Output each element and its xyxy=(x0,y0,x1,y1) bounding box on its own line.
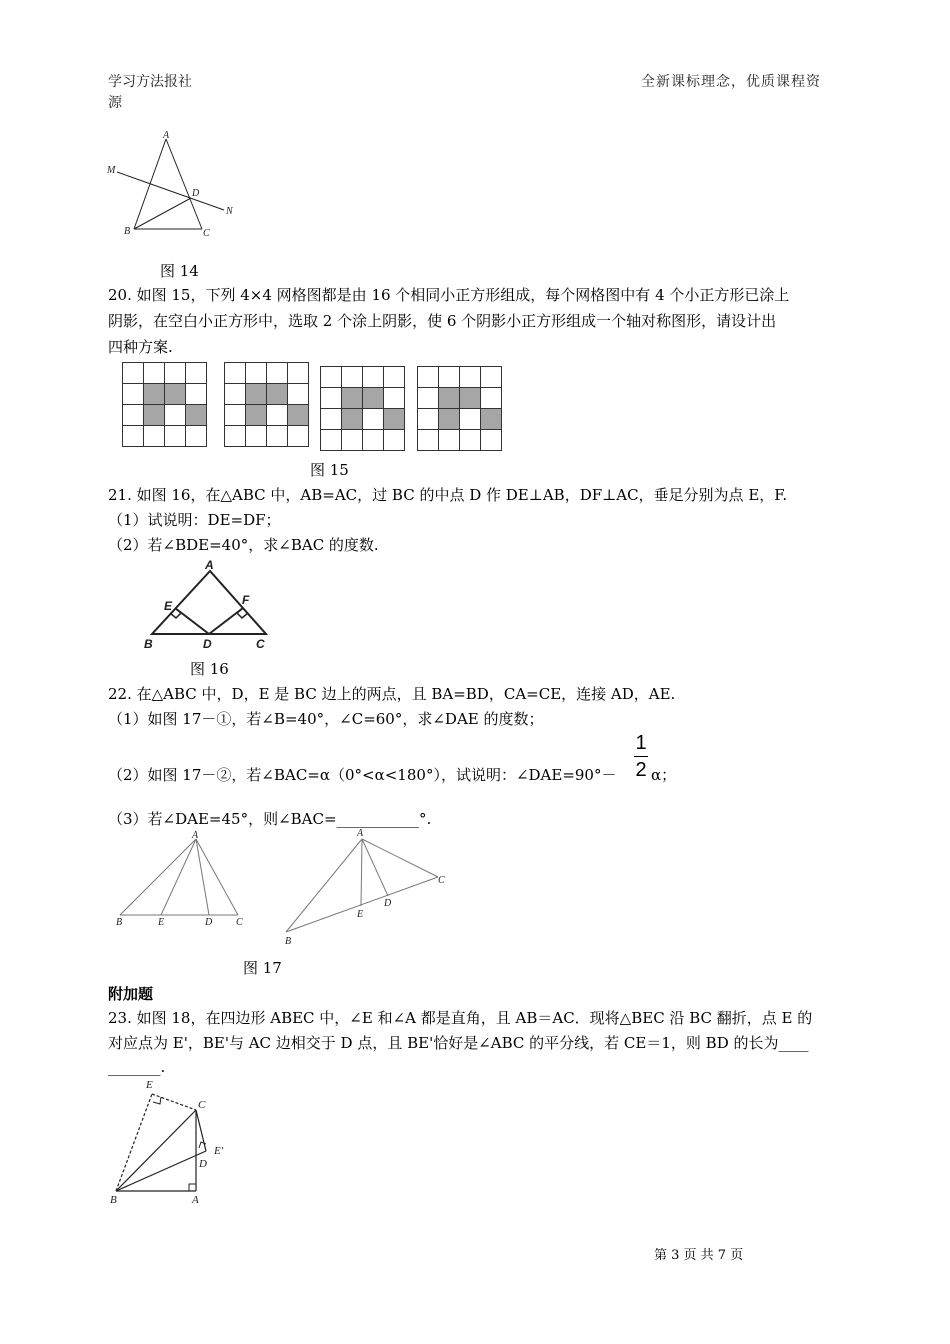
grid-cell-shaded xyxy=(288,405,309,426)
grid-cell-shaded xyxy=(144,384,165,405)
figure-16 xyxy=(140,556,280,656)
fig15-caption: 图 15 xyxy=(310,461,349,479)
fig17b-label-a: A xyxy=(357,828,364,839)
fig14-caption: 图 14 xyxy=(160,262,199,280)
grid-cell-empty xyxy=(186,363,207,384)
q22-frac-bar xyxy=(634,756,648,757)
figure-17 xyxy=(110,826,460,951)
header-left: 学习方法报社 xyxy=(108,74,192,90)
fig16-label-f: F xyxy=(242,593,250,607)
grid-4 xyxy=(417,366,502,451)
grid-cell-empty xyxy=(165,426,186,447)
grid-cell-empty xyxy=(384,430,405,451)
q21-part2: （2）若∠BDE=40°，求∠BAC 的度数. xyxy=(108,536,379,554)
fig17-caption: 图 17 xyxy=(243,959,282,977)
grid-cell-shaded xyxy=(342,388,363,409)
grid-cell-empty xyxy=(384,388,405,409)
grid-cell-shaded xyxy=(246,405,267,426)
fig18-bc xyxy=(116,1110,196,1191)
grid-cell-empty xyxy=(363,409,384,430)
grid-cell-empty xyxy=(225,405,246,426)
grid-cell-empty xyxy=(384,367,405,388)
grid-cell-empty xyxy=(123,384,144,405)
grid-row xyxy=(418,430,502,451)
grid-row xyxy=(123,405,207,426)
q23-line2: 对应点为 E'，BE'与 AC 边相交于 D 点，且 BE'恰好是∠ABC 的平分线，若 CE＝1，则 BD 的长为____ xyxy=(108,1034,809,1052)
grid-row xyxy=(123,363,207,384)
fig18-be xyxy=(116,1094,152,1191)
fig16-label-e: E xyxy=(164,599,173,613)
fig17a-label-d: D xyxy=(205,917,213,928)
q23-line1: 23. 如图 18，在四边形 ABEC 中，∠E 和∠A 都是直角，且 AB＝AC．现将△BEC 沿 BC 翻折，点 E 的 xyxy=(108,1009,813,1027)
fig18-ec xyxy=(152,1094,196,1110)
grid-3 xyxy=(320,366,405,451)
fig17b-label-b: B xyxy=(285,936,292,947)
q22-line1: 22. 在△ABC 中，D，E 是 BC 边上的两点，且 BA=BD，CA=CE，连接 AD，AE. xyxy=(108,685,676,703)
grid-cell-shaded xyxy=(267,384,288,405)
grid-row xyxy=(225,405,309,426)
q20-line2: 阴影，在空白小正方形中，选取 2 个涂上阴影，使 6 个阴影小正方形组成一个轴对称图形，请设计出 xyxy=(108,312,777,330)
grid-row xyxy=(225,384,309,405)
grid-row xyxy=(225,363,309,384)
grid-cell-shaded xyxy=(439,409,460,430)
fig14-label-d: D xyxy=(192,188,200,199)
grid-cell-shaded xyxy=(363,388,384,409)
figure-14 xyxy=(100,128,250,243)
grid-cell-empty xyxy=(123,405,144,426)
grid-cell-empty xyxy=(460,409,481,430)
q21-line1: 21. 如图 16，在△ABC 中，AB=AC，过 BC 的中点 D 作 DE⊥AB，DF⊥AC，垂足分别为点 E，F. xyxy=(108,486,788,504)
grid-cell-shaded xyxy=(460,388,481,409)
grid-row xyxy=(123,426,207,447)
fig18-right-angle-a xyxy=(189,1184,196,1191)
q22-frac-num: 1 xyxy=(635,732,647,754)
fig18-label-c: C xyxy=(198,1099,206,1111)
grid-2 xyxy=(224,362,309,447)
grid-cell-shaded xyxy=(144,405,165,426)
grid-cell-empty xyxy=(123,426,144,447)
fig17a-ae xyxy=(161,839,196,915)
grid-row xyxy=(321,430,405,451)
grid-cell-empty xyxy=(186,384,207,405)
q22-part1: （1）如图 17－①，若∠B=40°，∠C=60°，求∠DAE 的度数； xyxy=(108,710,544,728)
grid-cell-empty xyxy=(481,388,502,409)
q22-part2-tail: α； xyxy=(651,766,677,784)
fig17a-label-e: E xyxy=(158,917,165,928)
q23-line3: _______. xyxy=(108,1058,166,1076)
fig14-ac xyxy=(166,139,202,229)
fig18-label-b: B xyxy=(110,1194,117,1206)
fig14-label-m: M xyxy=(107,165,116,176)
grid-cell-empty xyxy=(321,367,342,388)
grid-cell-empty xyxy=(225,363,246,384)
grid-cell-shaded xyxy=(165,384,186,405)
grid-cell-empty xyxy=(363,367,384,388)
fig16-label-a: A xyxy=(205,558,214,572)
grid-cell-empty xyxy=(144,426,165,447)
grid-cell-empty xyxy=(439,430,460,451)
q20-line3: 四种方案. xyxy=(108,338,173,356)
fig18-label-d: D xyxy=(199,1158,207,1170)
grid-cell-empty xyxy=(481,367,502,388)
grid-cell-shaded xyxy=(246,384,267,405)
fig17b-ac xyxy=(362,839,438,877)
fig17a-label-a: A xyxy=(192,830,199,841)
grid-cell-empty xyxy=(186,426,207,447)
q21-part1: （1）试说明：DE=DF； xyxy=(108,511,281,529)
grid-cell-empty xyxy=(418,409,439,430)
grid-cell-empty xyxy=(439,367,460,388)
grid-cell-empty xyxy=(460,430,481,451)
fig17b-ad xyxy=(362,839,388,896)
grid-cell-empty xyxy=(267,426,288,447)
grid-cell-empty xyxy=(288,384,309,405)
grid-cell-empty xyxy=(321,388,342,409)
grid-cell-shaded xyxy=(342,409,363,430)
header-wrap: 源 xyxy=(108,95,122,111)
fig18-be-prime xyxy=(116,1151,206,1191)
grid-cell-empty xyxy=(165,363,186,384)
grid-row xyxy=(321,388,405,409)
grid-cell-empty xyxy=(363,430,384,451)
page-footer: 第 3 页 共 7 页 xyxy=(654,1248,744,1263)
q22-part2: （2）如图 17－②，若∠BAC=α（0°<α<180°），试说明：∠DAE=90°－ xyxy=(108,766,617,784)
grid-cell-empty xyxy=(267,405,288,426)
grid-cell-empty xyxy=(342,367,363,388)
grid-cell-empty xyxy=(225,426,246,447)
fig17b-label-e: E xyxy=(357,909,364,920)
grid-cell-empty xyxy=(144,363,165,384)
fig17b-label-d: D xyxy=(384,898,392,909)
fig16-label-c: C xyxy=(256,637,265,651)
grid-row xyxy=(321,409,405,430)
grid-row xyxy=(418,388,502,409)
q20-line1: 20. 如图 15，下列 4×4 网格图都是由 16 个相同小正方形组成，每个网格图中有 4 个小正方形已涂上 xyxy=(108,286,790,304)
fig18-label-a: A xyxy=(192,1194,199,1206)
q22-frac-den: 2 xyxy=(635,759,647,781)
fig17a-ab xyxy=(120,839,196,915)
fig18-right-angle-e xyxy=(153,1097,161,1104)
grid-cell-empty xyxy=(267,363,288,384)
grid-cell-empty xyxy=(460,367,481,388)
fig17b-ae xyxy=(361,839,362,906)
fig17b-label-c: C xyxy=(438,875,445,886)
fig18-ce-prime xyxy=(196,1110,206,1151)
grid-cell-empty xyxy=(321,430,342,451)
header-right: 全新课标理念，优质课程资 xyxy=(641,74,821,90)
fig18-label-e: E xyxy=(146,1079,153,1091)
grid-cell-shaded xyxy=(439,388,460,409)
grid-cell-empty xyxy=(246,426,267,447)
fig16-label-b: B xyxy=(144,637,153,651)
grid-row xyxy=(418,367,502,388)
fig14-mn xyxy=(117,172,224,210)
grid-cell-empty xyxy=(418,430,439,451)
grid-cell-empty xyxy=(246,363,267,384)
grid-cell-shaded xyxy=(186,405,207,426)
grid-row xyxy=(225,426,309,447)
grid-cell-empty xyxy=(418,367,439,388)
grid-row xyxy=(123,384,207,405)
grid-row xyxy=(418,409,502,430)
grid-cell-empty xyxy=(225,384,246,405)
fig14-label-n: N xyxy=(226,206,233,217)
grid-cell-empty xyxy=(481,430,502,451)
grid-cell-shaded xyxy=(481,409,502,430)
fig14-label-c: C xyxy=(203,228,210,239)
fig14-label-b: B xyxy=(124,226,131,237)
fig16-caption: 图 16 xyxy=(190,660,229,678)
grid-cell-empty xyxy=(288,363,309,384)
grid-cell-shaded xyxy=(384,409,405,430)
q22-part3: （3）若∠DAE=45°，则∠BAC=___________°. xyxy=(108,810,432,828)
grid-cell-empty xyxy=(288,426,309,447)
fig14-label-a: A xyxy=(163,130,170,141)
fig14-bd xyxy=(134,198,191,229)
figure-18 xyxy=(100,1076,250,1206)
grid-cell-empty xyxy=(123,363,144,384)
fig17a-label-c: C xyxy=(236,917,243,928)
grid-cell-empty xyxy=(342,430,363,451)
grid-cell-empty xyxy=(165,405,186,426)
fig16-label-d: D xyxy=(203,637,212,651)
grid-1 xyxy=(122,362,207,447)
fig17a-label-b: B xyxy=(116,917,123,928)
grid-cell-empty xyxy=(418,388,439,409)
q22-fraction xyxy=(632,732,650,781)
extra-title: 附加题 xyxy=(108,985,154,1003)
grid-cell-empty xyxy=(321,409,342,430)
grid-row xyxy=(321,367,405,388)
fig18-label-e-prime: E′ xyxy=(214,1145,224,1157)
